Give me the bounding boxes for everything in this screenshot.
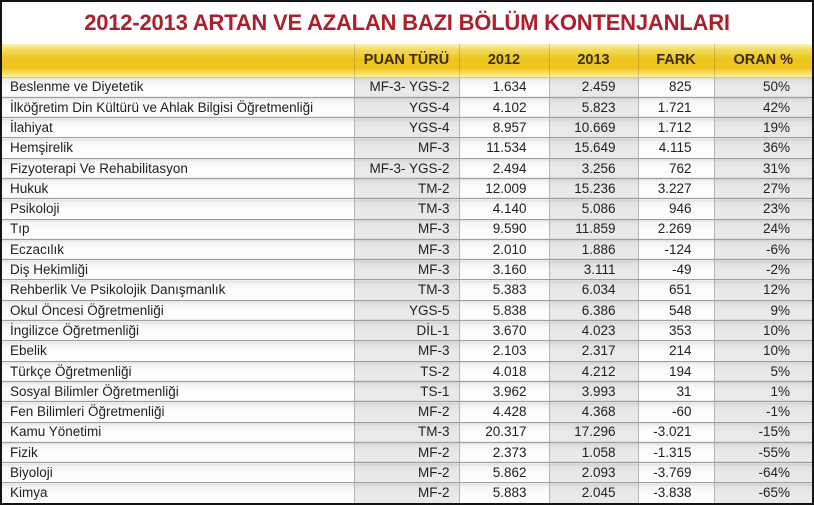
puan-turu-cell: YGS-4 [354, 118, 459, 138]
fark-cell: 548 [638, 300, 714, 320]
oran-cell: -1% [714, 402, 812, 422]
oran-cell: -55% [714, 442, 812, 462]
oran-cell: 31% [714, 158, 812, 178]
header-puan-turu: PUAN TÜRÜ [354, 44, 459, 77]
value-2013-cell: 4.212 [549, 361, 638, 381]
department-cell: Hukuk [2, 178, 354, 198]
value-2013-cell: 3.111 [549, 260, 638, 280]
value-2013-cell: 4.023 [549, 321, 638, 341]
fark-cell: -1.315 [638, 442, 714, 462]
puan-turu-cell: MF-2 [354, 483, 459, 503]
puan-turu-cell: TM-3 [354, 422, 459, 442]
oran-cell: 10% [714, 321, 812, 341]
table-row [2, 178, 812, 198]
table-row [2, 219, 812, 239]
value-2012-cell: 2.373 [459, 442, 549, 462]
value-2013-cell: 5.086 [549, 199, 638, 219]
value-2013-cell: 6.034 [549, 280, 638, 300]
table-header [2, 44, 812, 77]
table-row [2, 402, 812, 422]
value-2013-cell: 2.317 [549, 341, 638, 361]
value-2013-cell: 15.649 [549, 138, 638, 158]
fark-cell: 31 [638, 381, 714, 401]
oran-cell: 23% [714, 199, 812, 219]
value-2012-cell: 5.838 [459, 300, 549, 320]
oran-cell: -15% [714, 422, 812, 442]
department-cell: Eczacılık [2, 239, 354, 259]
value-2013-cell: 1.058 [549, 442, 638, 462]
fark-cell: 194 [638, 361, 714, 381]
oran-cell: -64% [714, 463, 812, 483]
department-cell: Kamu Yönetimi [2, 422, 354, 442]
puan-turu-cell: MF-3 [354, 219, 459, 239]
department-cell: Fizik [2, 442, 354, 462]
value-2013-cell: 17.296 [549, 422, 638, 442]
value-2012-cell: 9.590 [459, 219, 549, 239]
value-2012-cell: 20.317 [459, 422, 549, 442]
puan-turu-cell: DİL-1 [354, 321, 459, 341]
kontenjan-table [2, 44, 812, 504]
puan-turu-cell: MF-2 [354, 442, 459, 462]
fark-cell: 1.721 [638, 97, 714, 117]
value-2013-cell: 5.823 [549, 97, 638, 117]
table-row [2, 300, 812, 320]
value-2012-cell: 3.962 [459, 381, 549, 401]
department-cell: Fizyoterapi Ve Rehabilitasyon [2, 158, 354, 178]
department-cell: Beslenme ve Diyetetik [2, 77, 354, 97]
value-2013-cell: 2.045 [549, 483, 638, 503]
value-2012-cell: 2.494 [459, 158, 549, 178]
fark-cell: 353 [638, 321, 714, 341]
value-2012-cell: 4.428 [459, 402, 549, 422]
puan-turu-cell: TS-1 [354, 381, 459, 401]
oran-cell: 9% [714, 300, 812, 320]
fark-cell: -3.769 [638, 463, 714, 483]
puan-turu-cell: TM-3 [354, 280, 459, 300]
department-cell: Fen Bilimleri Öğretmenliği [2, 402, 354, 422]
fark-cell: -124 [638, 239, 714, 259]
table-row [2, 483, 812, 503]
table-row [2, 199, 812, 219]
value-2012-cell: 3.160 [459, 260, 549, 280]
department-cell: Türkçe Öğretmenliği [2, 361, 354, 381]
value-2012-cell: 4.102 [459, 97, 549, 117]
value-2012-cell: 5.883 [459, 483, 549, 503]
value-2012-cell: 5.383 [459, 280, 549, 300]
puan-turu-cell: MF-2 [354, 463, 459, 483]
value-2012-cell: 2.103 [459, 341, 549, 361]
oran-cell: 10% [714, 341, 812, 361]
table-row [2, 442, 812, 462]
oran-cell: 1% [714, 381, 812, 401]
value-2013-cell: 3.993 [549, 381, 638, 401]
value-2013-cell: 2.459 [549, 77, 638, 97]
puan-turu-cell: MF-3 [354, 260, 459, 280]
table-row [2, 280, 812, 300]
table-row [2, 321, 812, 341]
table-row [2, 361, 812, 381]
page-title: 2012-2013 ARTAN VE AZALAN BAZI BÖLÜM KONTENJANLARI [2, 2, 812, 44]
puan-turu-cell: MF-3- YGS-2 [354, 158, 459, 178]
oran-cell: -65% [714, 483, 812, 503]
department-cell: Ebelik [2, 341, 354, 361]
department-cell: Sosyal Bilimler Öğretmenliği [2, 381, 354, 401]
puan-turu-cell: TM-3 [354, 199, 459, 219]
puan-turu-cell: MF-3 [354, 239, 459, 259]
table-row [2, 77, 812, 97]
value-2013-cell: 10.669 [549, 118, 638, 138]
value-2012-cell: 1.634 [459, 77, 549, 97]
puan-turu-cell: MF-2 [354, 402, 459, 422]
header-oran: ORAN % [714, 44, 812, 77]
table-row [2, 239, 812, 259]
table-row [2, 97, 812, 117]
fark-cell: 762 [638, 158, 714, 178]
puan-turu-cell: MF-3 [354, 341, 459, 361]
value-2013-cell: 6.386 [549, 300, 638, 320]
puan-turu-cell: TS-2 [354, 361, 459, 381]
fark-cell: -49 [638, 260, 714, 280]
value-2012-cell: 5.862 [459, 463, 549, 483]
oran-cell: 5% [714, 361, 812, 381]
value-2013-cell: 1.886 [549, 239, 638, 259]
fark-cell: -60 [638, 402, 714, 422]
oran-cell: 24% [714, 219, 812, 239]
oran-cell: 12% [714, 280, 812, 300]
department-cell: İlahiyat [2, 118, 354, 138]
table-row [2, 422, 812, 442]
fark-cell: 214 [638, 341, 714, 361]
department-cell: İngilizce Öğretmenliği [2, 321, 354, 341]
oran-cell: 36% [714, 138, 812, 158]
department-cell: Diş Hekimliği [2, 260, 354, 280]
oran-cell: 42% [714, 97, 812, 117]
table-row [2, 158, 812, 178]
puan-turu-cell: MF-3- YGS-2 [354, 77, 459, 97]
table-row [2, 260, 812, 280]
value-2013-cell: 3.256 [549, 158, 638, 178]
department-cell: Biyoloji [2, 463, 354, 483]
value-2012-cell: 12.009 [459, 178, 549, 198]
value-2012-cell: 8.957 [459, 118, 549, 138]
value-2013-cell: 4.368 [549, 402, 638, 422]
oran-cell: -2% [714, 260, 812, 280]
department-cell: Kimya [2, 483, 354, 503]
value-2012-cell: 11.534 [459, 138, 549, 158]
puan-turu-cell: MF-3 [354, 138, 459, 158]
department-cell: İlköğretim Din Kültürü ve Ahlak Bilgisi Öğretmenliği [2, 97, 354, 117]
fark-cell: 946 [638, 199, 714, 219]
fark-cell: 1.712 [638, 118, 714, 138]
puan-turu-cell: YGS-4 [354, 97, 459, 117]
fark-cell: 825 [638, 77, 714, 97]
department-cell: Rehberlik Ve Psikolojik Danışmanlık [2, 280, 354, 300]
header-2013: 2013 [549, 44, 638, 77]
value-2012-cell: 4.140 [459, 199, 549, 219]
fark-cell: 2.269 [638, 219, 714, 239]
table-row [2, 381, 812, 401]
oran-cell: 27% [714, 178, 812, 198]
table-row [2, 138, 812, 158]
table-body [2, 77, 812, 503]
value-2013-cell: 15.236 [549, 178, 638, 198]
header-2012: 2012 [459, 44, 549, 77]
department-cell: Tıp [2, 219, 354, 239]
table-row [2, 118, 812, 138]
table-row [2, 341, 812, 361]
puan-turu-cell: TM-2 [354, 178, 459, 198]
value-2012-cell: 4.018 [459, 361, 549, 381]
puan-turu-cell: YGS-5 [354, 300, 459, 320]
value-2012-cell: 3.670 [459, 321, 549, 341]
value-2013-cell: 2.093 [549, 463, 638, 483]
department-cell: Psikoloji [2, 199, 354, 219]
fark-cell: 651 [638, 280, 714, 300]
header-fark: FARK [638, 44, 714, 77]
value-2013-cell: 11.859 [549, 219, 638, 239]
oran-cell: 50% [714, 77, 812, 97]
table-row [2, 463, 812, 483]
header-department [2, 44, 354, 77]
fark-cell: 3.227 [638, 178, 714, 198]
header-row [2, 44, 812, 77]
oran-cell: -6% [714, 239, 812, 259]
department-cell: Hemşirelik [2, 138, 354, 158]
fark-cell: -3.021 [638, 422, 714, 442]
value-2012-cell: 2.010 [459, 239, 549, 259]
fark-cell: -3.838 [638, 483, 714, 503]
fark-cell: 4.115 [638, 138, 714, 158]
department-cell: Okul Öncesi Öğretmenliği [2, 300, 354, 320]
oran-cell: 19% [714, 118, 812, 138]
